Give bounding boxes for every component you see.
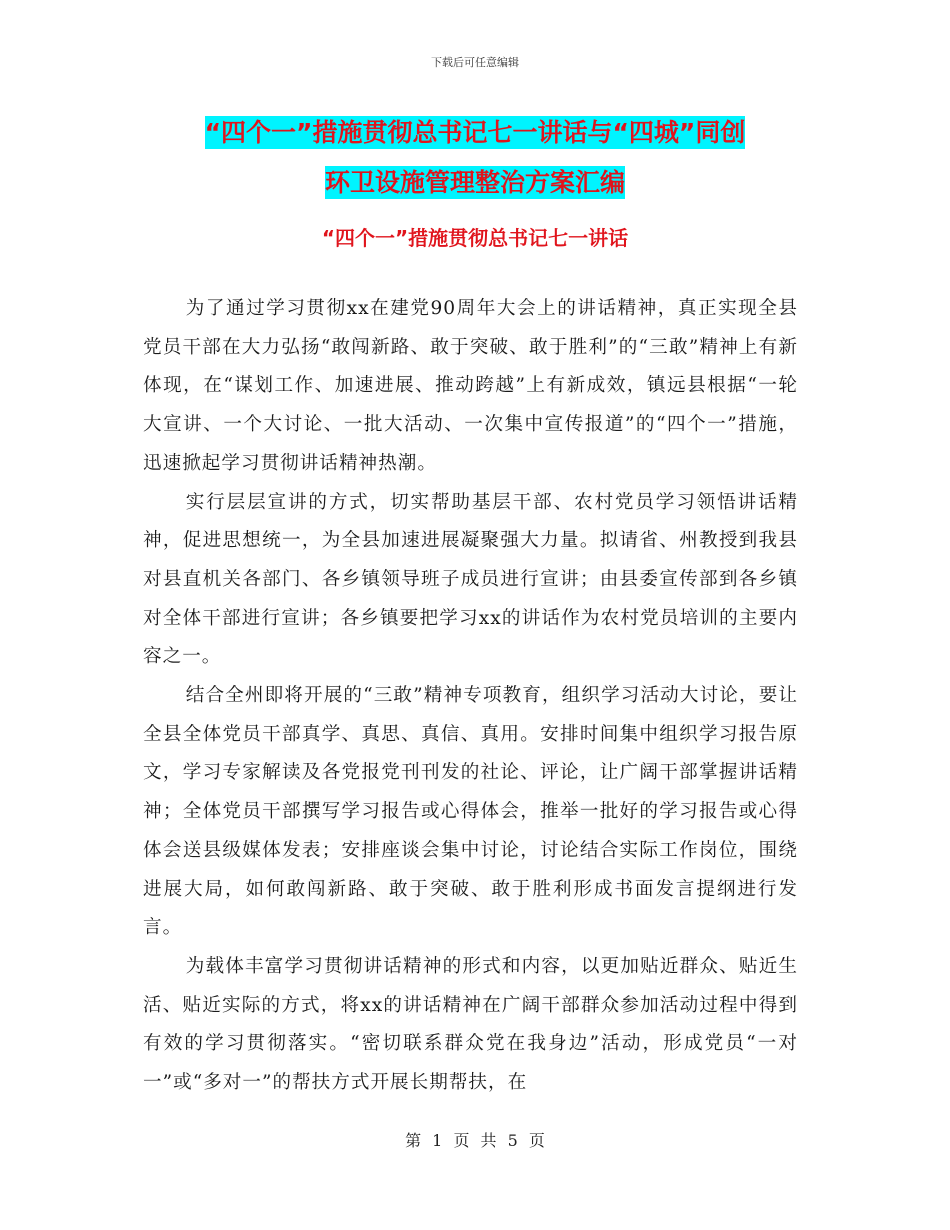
page-header-note: 下载后可任意编辑	[431, 56, 519, 69]
body-text	[143, 290, 798, 1103]
document-title	[0, 108, 950, 208]
paragraph: 实行层层宣讲的方式，切实帮助基层干部、农村党员学习领悟讲话精神，促进思想统一，为全县加速进展凝聚强大力量。拟请省、州教授到我县对县直机关各部门、各乡镇领导班子成员进行宣讲；由县委宣传部到各乡镇对全体干部进行宣讲；各乡镇要把学习xx的讲话作为农村党员培训的主要内容之一。	[143, 491, 798, 668]
document-title-line-2: 环卫设施管理整治方案汇编	[324, 168, 625, 197]
document-title-line-1: “四个一”措施贯彻总书记七一讲话与“四城”同创	[204, 118, 746, 147]
page-number-footer: 第 1 页 共 5 页	[405, 1131, 545, 1150]
section-title: “四个一”措施贯彻总书记七一讲话	[321, 226, 629, 250]
paragraph: 结合全州即将开展的“三敢”精神专项教育，组织学习活动大讨论，要让全县全体党员干部真学、真思、真信、真用。安排时间集中组织学习报告原文，学习专家解读及各党报党刊刊发的社论、评论，让广阔干部掌握讲话精神；全体党员干部撰写学习报告或心得体会，推举一批好的学习报告或心得体会送县级媒体发表；安排座谈会集中讨论，讨论结合实际工作岗位，围绕进展大局，如何敢闯新路、敢于突破、敢于胜利形成书面发言提纲进行发言。	[143, 685, 798, 939]
paragraph: 为了通过学习贯彻xx在建党90周年大会上的讲话精神，真正实现全县党员干部在大力弘扬“敢闯新路、敢于突破、敢于胜利”的“三敢”精神上有新体现，在“谋划工作、加速进展、推动跨越”上有新成效，镇远县根据“一轮大宣讲、一个大讨论、一批大活动、一次集中宣传报道”的“四个一”措施，迅速掀起学习贯彻讲话精神热潮。	[143, 298, 798, 474]
paragraph: 为载体丰富学习贯彻讲话精神的形式和内容，以更加贴近群众、贴近生活、贴近实际的方式，将xx的讲话精神在广阔干部群众参加活动过程中得到有效的学习贯彻落实。“密切联系群众党在我身边”活动，形成党员“一对一”或“多对一”的帮扶方式开展长期帮扶，在	[143, 955, 798, 1094]
